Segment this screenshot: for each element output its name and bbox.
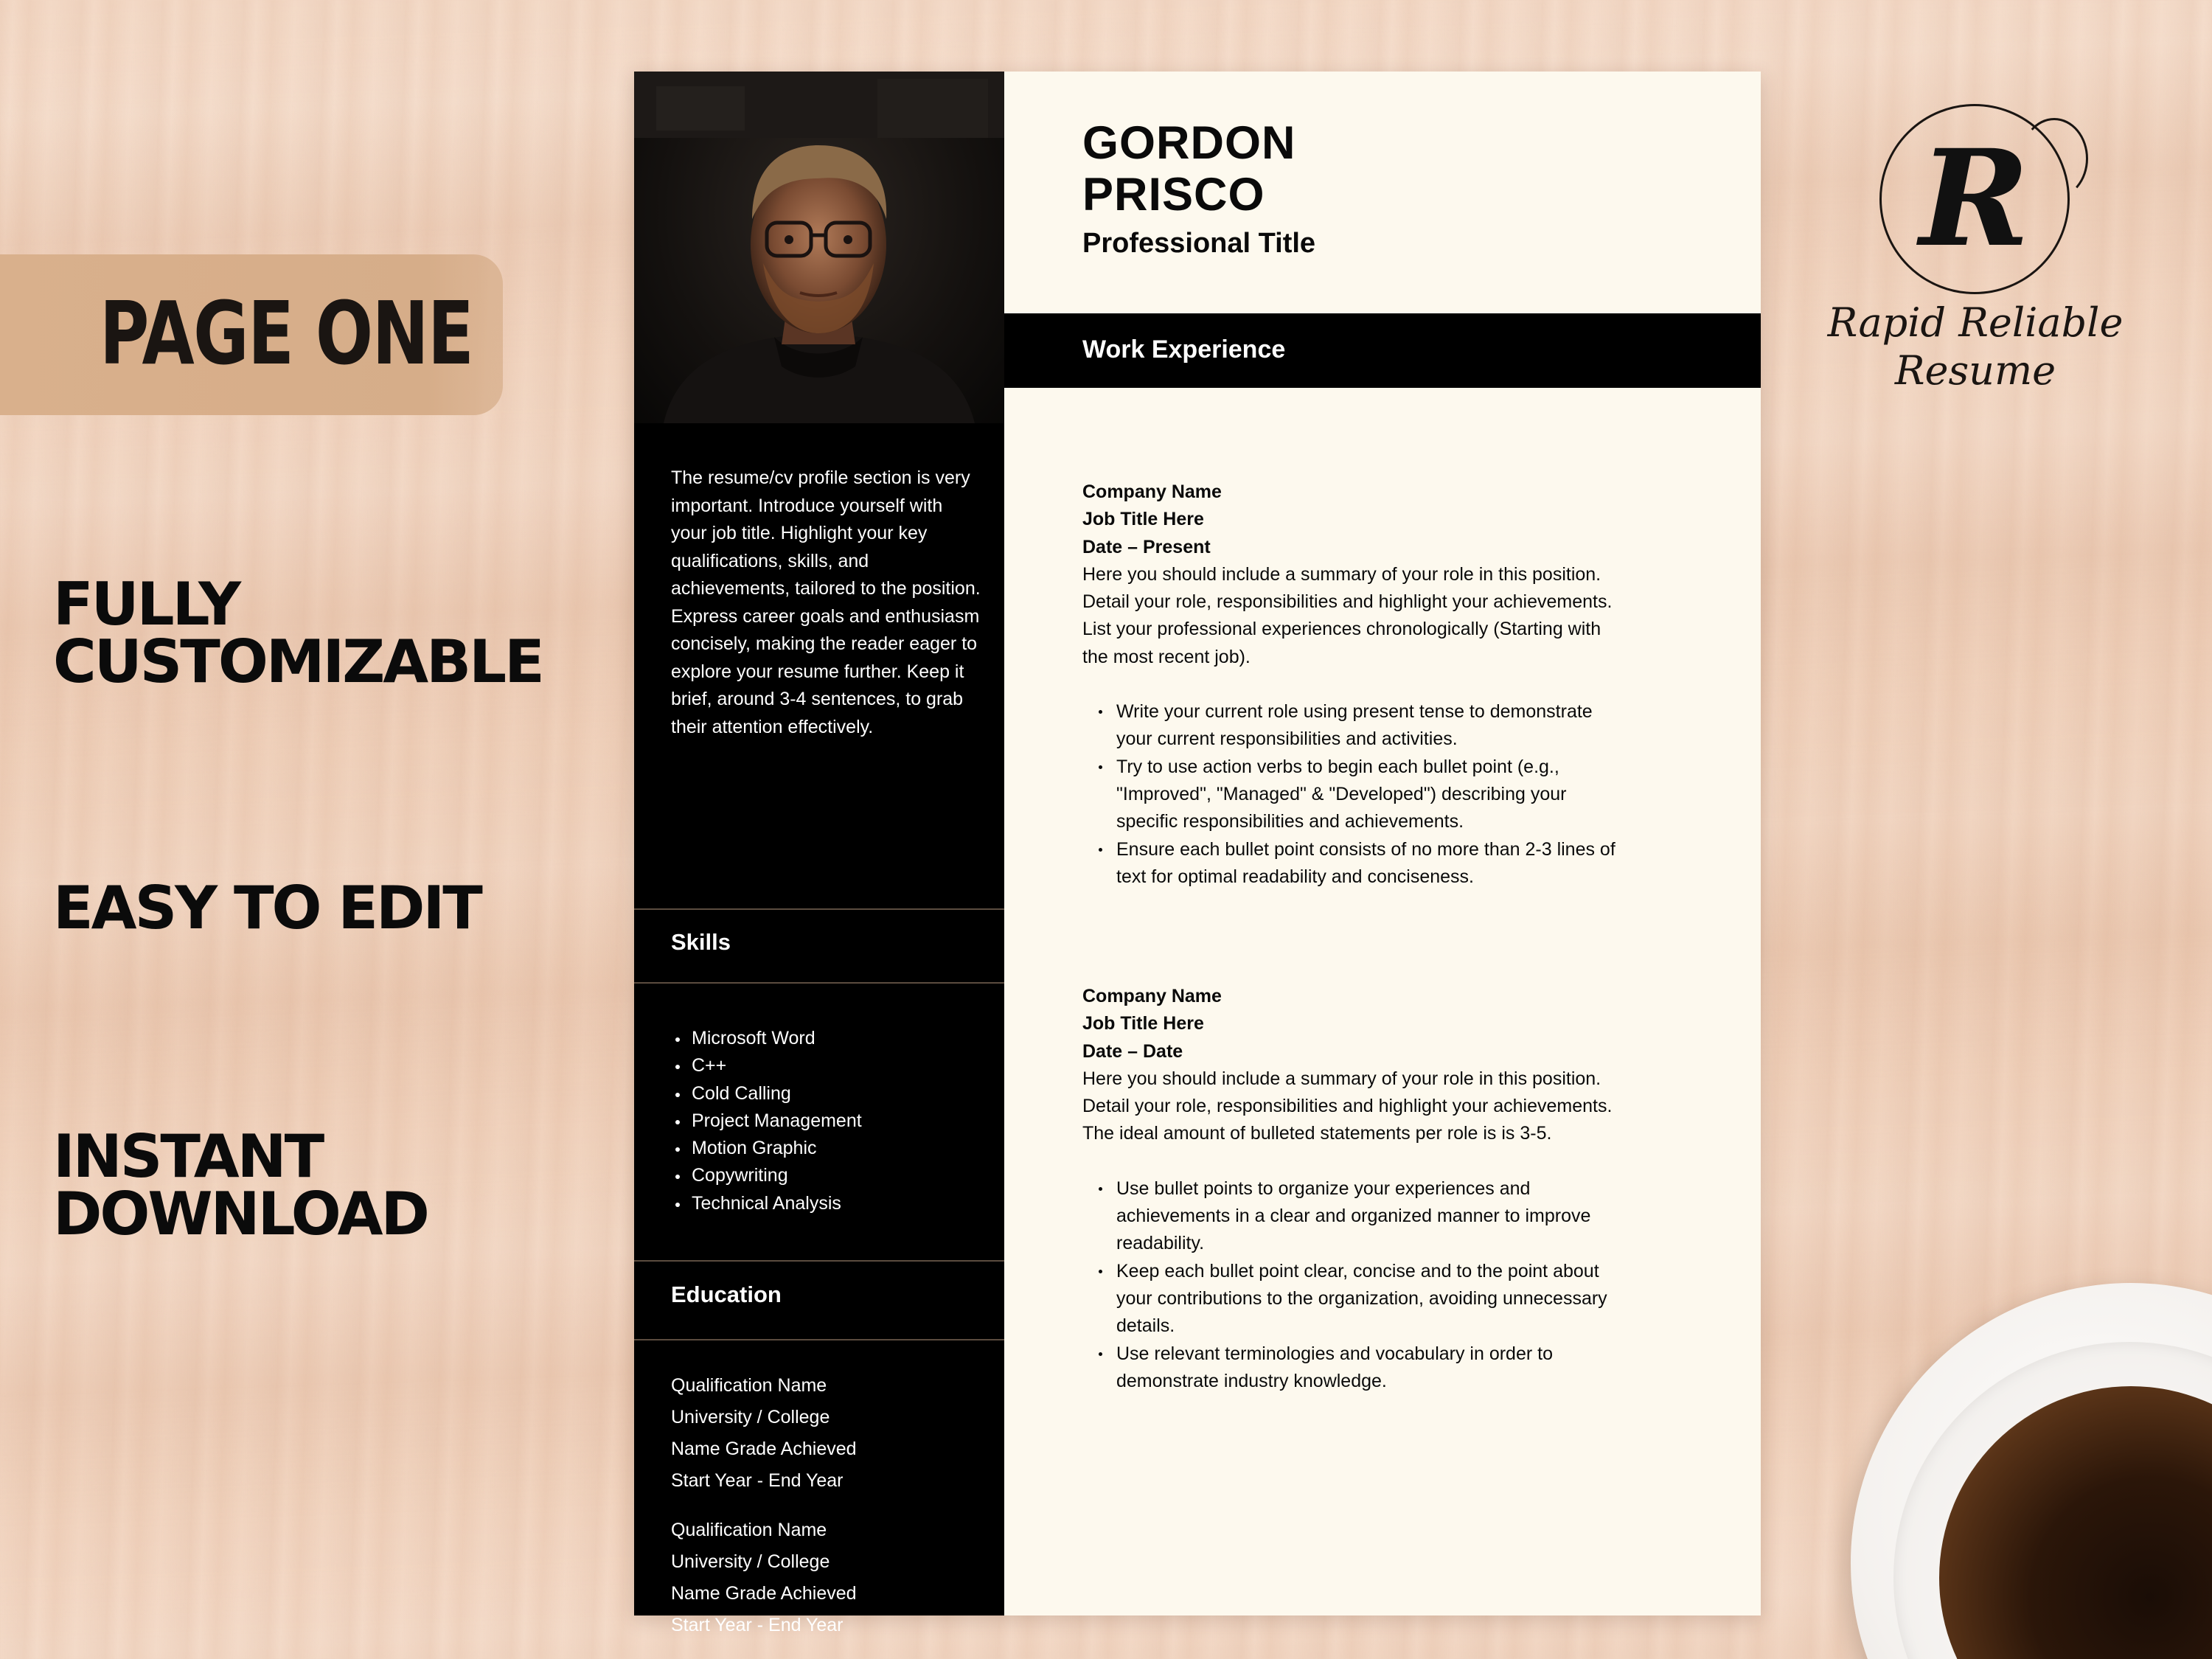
education-heading: Education — [671, 1281, 782, 1307]
skill-item: Technical Analysis — [671, 1190, 981, 1217]
job-bullets — [1082, 698, 1628, 891]
education-years: Start Year - End Year — [671, 1470, 844, 1491]
job-bullet: Ensure each bullet point consists of no more than 2-3 lines of text for optimal readability and conciseness. — [1082, 836, 1628, 891]
logo-text-line-2: Resume — [1894, 347, 2056, 394]
education-entry — [671, 1514, 981, 1641]
promo-line: CUSTOMIZABLE — [53, 627, 543, 696]
institution: University / College — [671, 1551, 830, 1572]
promo-line: INSTANT — [53, 1122, 323, 1191]
promo-fully-customizable — [53, 570, 543, 696]
skills-heading: Skills — [671, 929, 731, 955]
job-bullet: Use relevant terminologies and vocabulary in order to demonstrate industry knowledge. — [1082, 1340, 1628, 1396]
profile-photo — [634, 72, 1004, 423]
skill-item: Copywriting — [671, 1162, 981, 1189]
first-name: GORDON — [1082, 117, 1296, 169]
job-entry — [1082, 983, 1628, 1395]
job-bullet: Try to use action verbs to begin each bullet point (e.g., "Improved", "Managed" & "Developed") describing your specific responsibilities and achievements. — [1082, 754, 1628, 836]
job-summary: Here you should include a summary of your role in this position. Detail your role, responsibilities and highlight your achievements. List your professional experiences chronologically (Starting with the most recent job). — [1082, 563, 1613, 667]
grade: Name Grade Achieved — [671, 1583, 857, 1604]
skill-item: Motion Graphic — [671, 1135, 981, 1162]
education-years: Start Year - End Year — [671, 1615, 844, 1635]
skill-item: Cold Calling — [671, 1080, 981, 1107]
job-bullet: Use bullet points to organize your experiences and achievements in a clear and organized manner to improve readability. — [1082, 1175, 1628, 1258]
job-summary: Here you should include a summary of your role in this position. Detail your role, responsibilities and highlight your achievements. The ideal amount of bulleted statements per role is is 3-5. — [1082, 1068, 1613, 1144]
company-name: Company Name — [1082, 481, 1222, 502]
company-name: Company Name — [1082, 986, 1222, 1006]
promo-instant-download — [53, 1122, 428, 1248]
page-one-label: PAGE ONE — [100, 282, 473, 384]
work-experience-heading: Work Experience — [1082, 335, 1286, 364]
logo-monogram: R — [1919, 121, 2030, 276]
candidate-name — [1082, 117, 1296, 220]
job-dates: Date – Date — [1082, 1040, 1183, 1062]
skill-item: Project Management — [671, 1107, 981, 1135]
qualification-name: Qualification Name — [671, 1375, 827, 1396]
job-entry — [1082, 479, 1628, 891]
job-bullet: Keep each bullet point clear, concise and to the point about your contributions to the organization, avoiding unnecessary details. — [1082, 1258, 1628, 1340]
resume-page — [634, 72, 1761, 1635]
job-title: Job Title Here — [1082, 1013, 1204, 1034]
qualification-name: Qualification Name — [671, 1520, 827, 1540]
divider — [634, 1339, 1004, 1340]
profile-summary: The resume/cv profile section is very important. Introduce yourself with your job title. Highlight your key qualifications, skills, and achievements, tailored to the position. Express career goals and enthusiasm concisely, making the reader eager to explore your resume further. Keep it brief, around 3-4 sentences, to grab their attention effectively. — [671, 467, 981, 737]
last-name: PRISCO — [1082, 169, 1265, 220]
skill-item: C++ — [671, 1052, 981, 1079]
divider — [634, 908, 1004, 910]
divider — [634, 982, 1004, 984]
grade: Name Grade Achieved — [671, 1439, 857, 1459]
professional-title: Professional Title — [1082, 228, 1316, 259]
portrait-illustration — [634, 72, 1004, 423]
job-title: Job Title Here — [1082, 509, 1204, 530]
promo-line: DOWNLOAD — [53, 1180, 428, 1248]
job-bullets — [1082, 1175, 1628, 1395]
job-dates: Date – Present — [1082, 536, 1211, 557]
job-bullet: Write your current role using present tense to demonstrate your current responsibilities and activities. — [1082, 698, 1628, 754]
divider — [634, 1260, 1004, 1262]
promo-easy-to-edit: EASY TO EDIT — [53, 874, 481, 942]
education-entry — [671, 1370, 981, 1497]
logo-text-line-1: Rapid Reliable — [1827, 299, 2124, 346]
skills-list — [671, 1025, 981, 1217]
promo-line: FULLY — [53, 570, 240, 639]
institution: University / College — [671, 1407, 830, 1427]
skill-item: Microsoft Word — [671, 1025, 981, 1052]
